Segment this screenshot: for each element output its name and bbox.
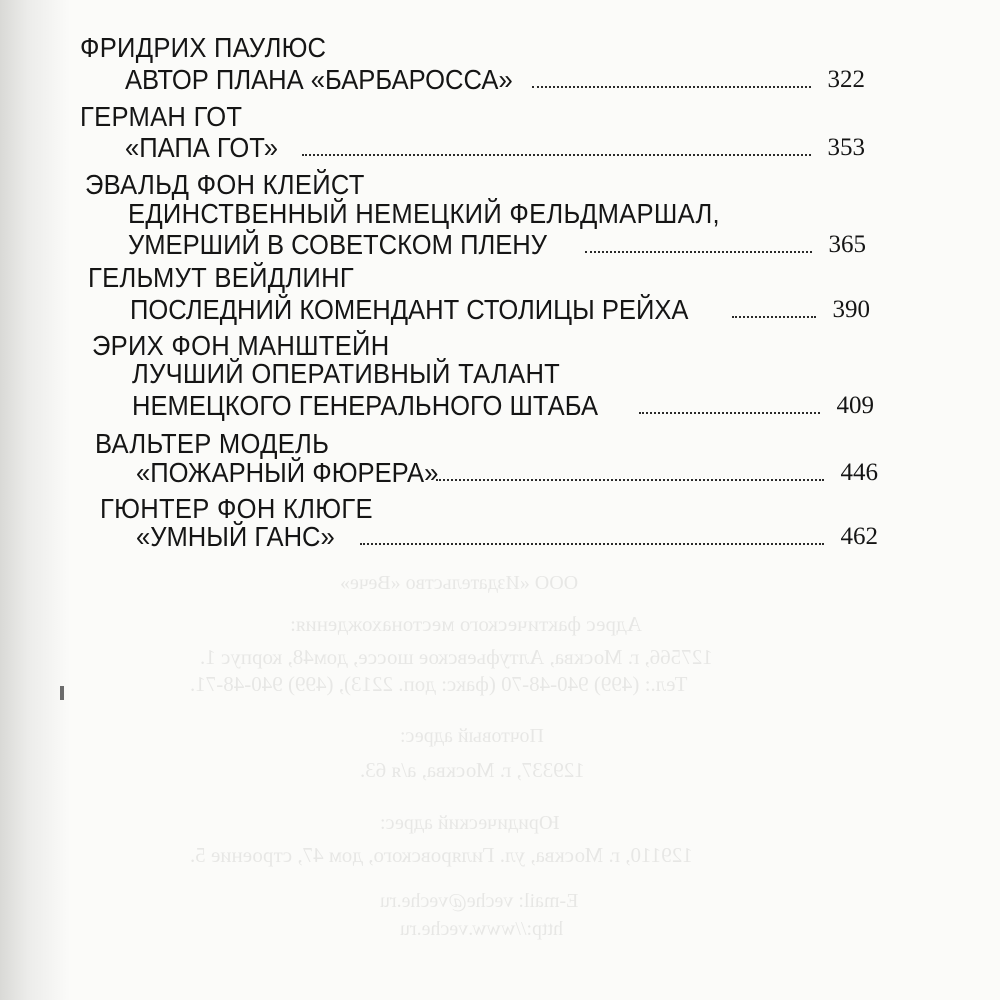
dot-leader	[434, 453, 826, 493]
dot-leader	[637, 386, 822, 426]
ghost-phone-line: Тел.: (499) 940-48-70 (факс: доп. 2213), (499) 940-48-71.	[190, 672, 688, 696]
toc-entry-page-number: 365	[828, 231, 866, 258]
dot-leader	[300, 128, 813, 168]
toc-entry-page-number: 353	[827, 134, 865, 161]
dot-leader	[730, 290, 818, 330]
toc-entry-page-number: 390	[832, 296, 870, 323]
toc-entry-name: ГЕРМАН ГОТ	[80, 101, 243, 132]
toc-entry-name: ЭВАЛЬД ФОН КЛЕЙСТ	[85, 169, 365, 200]
dot-leader	[583, 225, 814, 265]
toc-entry-name: ФРИДРИХ ПАУЛЮС	[80, 32, 327, 63]
toc-entry-subtitle: «ПОЖАРНЫЙ ФЮРЕРА»	[136, 457, 439, 488]
ghost-address-heading: Адрес фактического местонахождения:	[290, 612, 642, 636]
toc-entry-subtitle: УМЕРШИЙ В СОВЕТСКОМ ПЛЕНУ	[128, 229, 548, 260]
toc-entry-page-number: 322	[827, 66, 865, 93]
ghost-publisher: ООО «Издательство «Вече»	[340, 572, 579, 594]
toc-entry-subtitle-row	[125, 128, 865, 168]
toc-entry-subtitle-row	[136, 517, 878, 557]
toc-entry-name: ГЕЛЬМУТ ВЕЙДЛИНГ	[88, 262, 354, 293]
ghost-postal-heading: Почтовый адрес:	[400, 725, 544, 747]
dot-leader	[530, 60, 813, 100]
ghost-legal-line: 129110, г. Москва, ул. Гиляровского, дом 47, строение 5.	[190, 843, 693, 867]
toc-entry-page-number: 462	[840, 523, 878, 550]
toc-entry-subtitle: ЕДИНСТВЕННЫЙ НЕМЕЦКИЙ ФЕЛЬДМАРШАЛ,	[128, 198, 720, 229]
toc-entry-subtitle: «УМНЫЙ ГАНС»	[136, 521, 335, 552]
ghost-email-line: E-mail: veche@veche.ru	[380, 890, 579, 912]
toc-entry-name: ВАЛЬТЕР МОДЕЛЬ	[95, 428, 330, 459]
toc-entry-name: ЭРИХ ФОН МАНШТЕЙН	[92, 330, 390, 361]
toc-entry-subtitle: НЕМЕЦКОГО ГЕНЕРАЛЬНОГО ШТАБА	[132, 390, 599, 421]
ghost-site-line: http://www.veche.ru	[400, 918, 564, 940]
toc-entry-subtitle: АВТОР ПЛАНА «БАРБАРОССА»	[125, 64, 513, 95]
toc-entry-page-number: 409	[836, 392, 874, 419]
toc-entry-subtitle-row	[130, 290, 870, 330]
toc-entry-name: ГЮНТЕР ФОН КЛЮГЕ	[100, 493, 373, 524]
toc-entry-subtitle-row	[132, 386, 874, 426]
toc-entry-subtitle-row	[125, 60, 865, 100]
ghost-postal-line: 129337, г. Москва, а/я 63.	[360, 758, 585, 782]
toc-entry-subtitle: «ПАПА ГОТ»	[125, 132, 278, 163]
dot-leader	[358, 517, 826, 557]
toc-entry-subtitle: ЛУЧШИЙ ОПЕРАТИВНЫЙ ТАЛАНТ	[132, 358, 561, 389]
ghost-legal-heading: Юридический адрес:	[380, 812, 560, 834]
toc-entry-page-number: 446	[840, 459, 878, 486]
ghost-address-line: 127566, г. Москва, Алтуфьевское шоссе, дом48, корпус 1.	[200, 645, 713, 669]
toc-entry-subtitle-row	[136, 453, 878, 493]
toc-entry-subtitle: ПОСЛЕДНИЙ КОМЕНДАНТ СТОЛИЦЫ РЕЙХА	[130, 294, 689, 325]
